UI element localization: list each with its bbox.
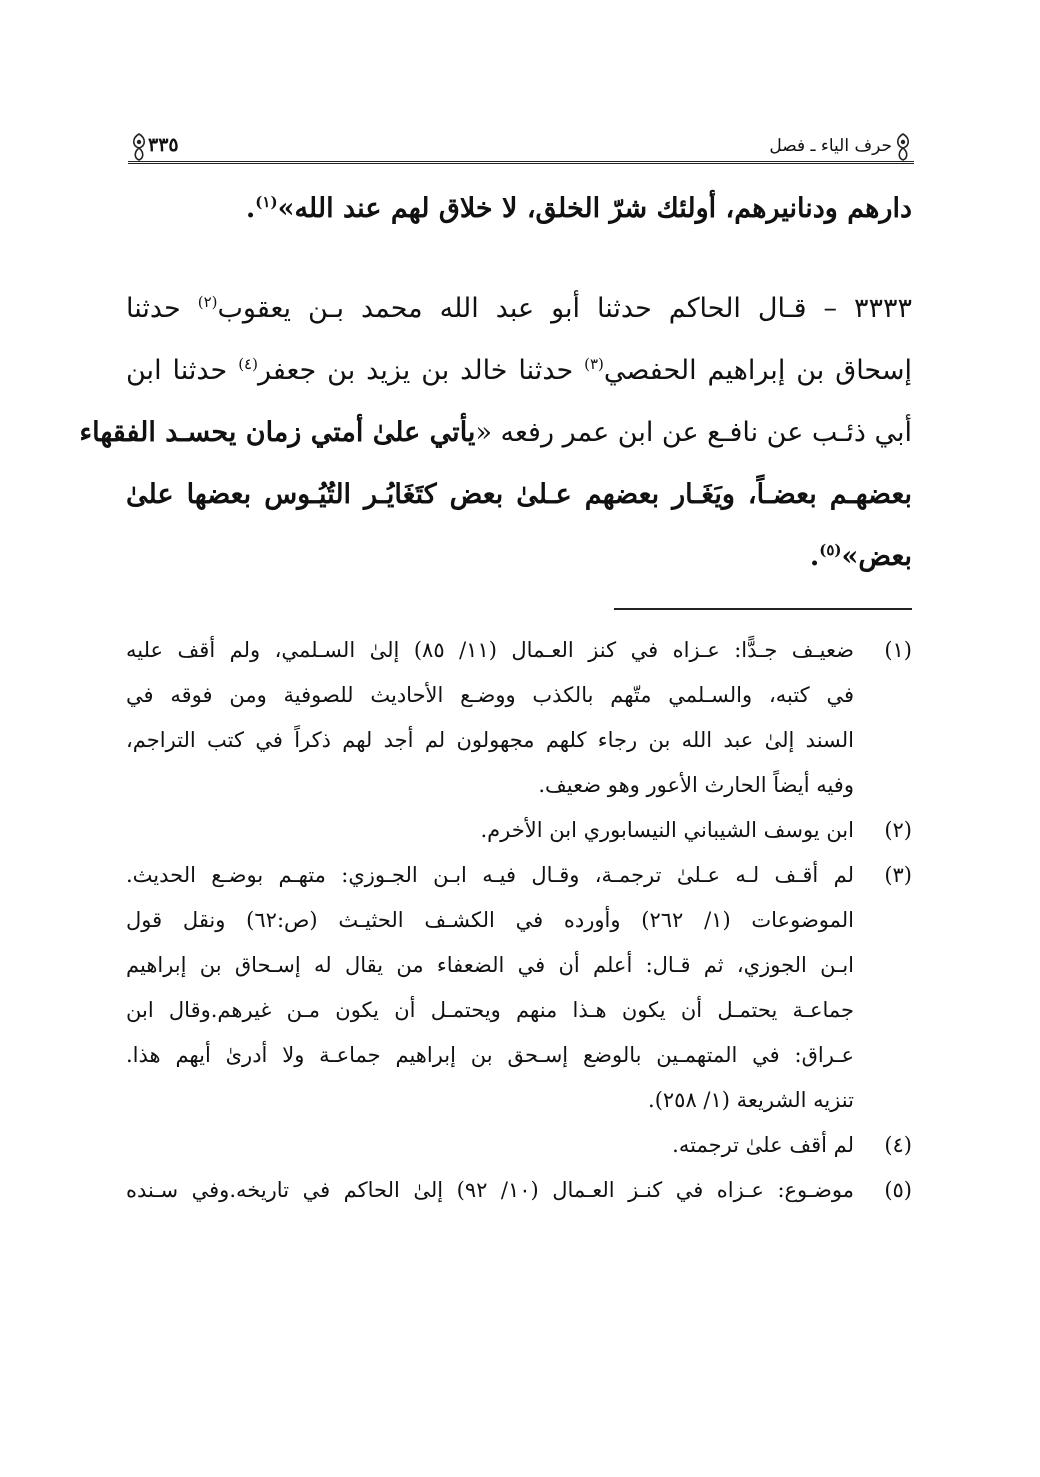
isnad-text: ٣٣٣٣ – قـال الحاكم حدثنا أبو عبد الله محمد بـن يعقوب	[217, 293, 912, 324]
footnote-line: في كتبه، والسـلمي متّهم بالكذب ووضـع الأحاديث للصوفية ومن فوقه في	[126, 683, 854, 707]
text-line	[126, 278, 912, 340]
footnote-line: موضـوع: عـزاه في كنـز العـمال (١٠/ ٩٢) إلىٰ الحاكم في تاريخه.وفي سـنده	[126, 1178, 854, 1202]
footnote-line: السند إلىٰ عبد الله بن رجاء كلهم مجهولون لم أجد لهم ذكراً في كتب التراجم،	[126, 728, 854, 752]
running-header	[128, 128, 914, 168]
text-line	[126, 178, 912, 240]
header-chapter-title: حرف الياء ـ فصل	[769, 136, 892, 156]
hadith-text: بعضهـم بعضـاً، ويَغَـار بعضهم عـلىٰ بعض كتَغَايُـر التُيُـوس بعضها علىٰ	[126, 479, 912, 510]
text-line	[79, 402, 912, 464]
text-line	[126, 526, 912, 588]
footnote-line: لم أقف علىٰ ترجمته.	[672, 1133, 854, 1157]
page-number: ٣٣٥	[148, 134, 179, 156]
hadith-text: يأتي علىٰ أمتي زمان يحسـد الفقهاء	[79, 417, 476, 448]
footnote-separator	[614, 608, 912, 610]
footnote-line: الموضوعات (١/ ٢٦٢) وأورده في الكشـف الحثيـث (ص:٦٢) ونقل قول	[126, 908, 854, 932]
hadith-text: دارهم ودنانيرهم، أولئك شرّ الخلق، لا خلاق لهم عند الله»	[277, 193, 912, 224]
header-rule	[128, 161, 914, 164]
footnote-number: (٣)	[884, 863, 912, 887]
footnote-ref-5: (٥)	[819, 541, 842, 559]
footnote-line: ابـن الجوزي، ثم قـال: أعلم أن في الضعفاء من يقال له إسـحاق بن إبراهيم	[126, 953, 854, 977]
footnote-line: جماعـة يحتمـل أن يكون هـذا منهم ويحتمـل أن يكون مـن غيرهم.وقال ابن	[126, 998, 854, 1022]
header-ornament-right-icon	[892, 132, 914, 162]
punctuation: .	[245, 193, 256, 224]
punctuation: .	[809, 541, 820, 572]
footnote-ref-4: (٤)	[238, 355, 258, 373]
footnote-line: لم أقـف لـه عـلىٰ ترجمـة، وقـال فيـه ابـن الجـوزي: متهـم بوضـع الحديث.	[126, 863, 854, 887]
footnote-1	[126, 628, 912, 808]
footnote-number: (٤)	[884, 1133, 912, 1157]
hadith-3333-paragraph	[79, 278, 912, 588]
footnote-line: ابن يوسف الشيباني النيسابوري ابن الأخرم.	[480, 818, 854, 842]
footnote-2	[126, 808, 912, 853]
footnote-number: (١)	[884, 638, 912, 662]
footnote-line: عـراق: في المتهمـين بالوضع إسـحق بن إبراهيم جماعـة ولا أدرىٰ أيهم هذا.	[126, 1043, 854, 1067]
footnote-ref-2: (٢)	[197, 293, 218, 311]
text-line	[126, 340, 912, 402]
footnote-3	[126, 853, 912, 1123]
paragraph-continuation	[126, 178, 912, 240]
footnote-5	[126, 1168, 912, 1213]
header-ornament-left-icon	[128, 132, 150, 162]
footnotes	[126, 628, 912, 1213]
isnad-text: حدثنا خالد بن يزيد بن جعفر	[257, 355, 585, 386]
footnote-line: تنزيه الشريعة (١/ ٢٥٨).	[648, 1088, 854, 1112]
isnad-text: حدثنا ابن	[126, 355, 239, 386]
footnote-line: وفيه أيضاً الحارث الأعور وهو ضعيف.	[538, 773, 854, 797]
isnad-text: حدثنا	[126, 293, 198, 324]
footnote-number: (٢)	[884, 818, 912, 842]
footnote-ref-1: (١)	[255, 193, 278, 211]
footnote-4	[126, 1123, 912, 1168]
footnote-line: ضعيـف جـدًّا: عـزاه في كنز العـمال (١١/ ٨٥) إلىٰ السـلمي، ولم أقف عليه	[126, 638, 854, 662]
text-line	[126, 464, 912, 526]
footnote-ref-3: (٣)	[584, 355, 604, 373]
hadith-text: بعض»	[841, 541, 912, 572]
footnote-number: (٥)	[884, 1178, 912, 1202]
isnad-text: أبي ذئـب عن نافـع عن ابن عمر رفعه «	[475, 417, 912, 448]
isnad-text: إسحاق بن إبراهيم الحفصي	[603, 355, 912, 386]
